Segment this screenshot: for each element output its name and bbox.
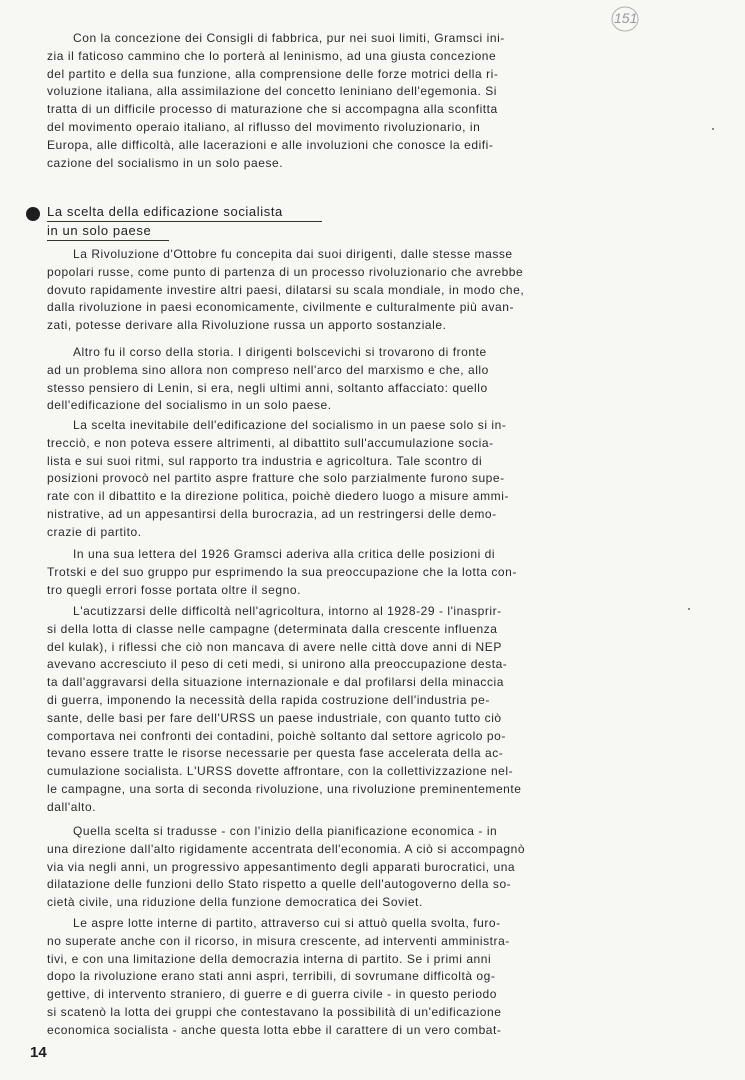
paragraph-october-revolution [47, 246, 683, 335]
paragraph-line: cumulazione socialista. L'URSS dovette affrontare, con la collettivizzazione nel- [47, 764, 514, 779]
paragraph-line: posizioni provocò nel partito aspre fratture che solo parzialmente furono supe- [47, 471, 505, 486]
paragraph-line: dilatazione delle funzioni dello Stato rispetto a quelle dell'autogoverno della so- [47, 877, 512, 892]
paragraph-line: nistrative, ad un appesantirsi della burocrazia, ad un restringersi delle demo- [47, 506, 497, 521]
paragraph-line: tivi, e con una limitazione della democrazia interna di partito. Se i primi anni [47, 951, 492, 966]
paragraph-line: cietà civile, una riduzione della funzione democratica dei Soviet. [47, 895, 423, 910]
paragraph-line: Altro fu il corso della storia. I dirigenti bolscevichi si trovarono di fronte [73, 345, 487, 359]
paragraph-line: tevano essere tratte le risorse necessarie per questa fase accelerata della ac- [47, 746, 504, 761]
paragraph-line: ta dall'aggravarsi della situazione internazionale e dal profilarsi della minaccia [47, 675, 504, 690]
section-heading [47, 203, 322, 241]
section-heading-line2: in un solo paese [47, 222, 169, 241]
paragraph-line: del kulak), i riflessi che ciò non mancava di avere nelle città dove anni di NEP [47, 639, 502, 654]
paragraph-party-struggles [47, 915, 683, 1040]
intro-paragraph [47, 30, 683, 172]
paragraph-line: In una sua lettera del 1926 Gramsci aderiva alla critica delle posizioni di [73, 547, 496, 561]
paragraph-line: tro quegli errori fosse portata oltre il segno. [47, 582, 301, 597]
paragraph-line: dopo la rivoluzione erano stati anni aspri, terribili, di sovrumane difficoltà og- [47, 969, 496, 984]
intro-line: Con la concezione dei Consigli di fabbrica, pur nei suoi limiti, Gramsci ini- [73, 31, 505, 45]
paragraph-line: Quella scelta si tradusse - con l'inizio della pianificazione economica - in [73, 824, 498, 838]
paragraph-line: Trotski e del suo gruppo pur esprimendo la sua preoccupazione che la lotta con- [47, 564, 517, 579]
paragraph-line: dell'edificazione del socialismo in un solo paese. [47, 398, 332, 413]
paragraph-course-of-history [47, 344, 683, 415]
paragraph-line: economica socialista - anche questa lotta ebbe il carattere di un vero combat- [47, 1022, 502, 1037]
paragraph-line: ad un problema sino allora non compreso nell'arco del marxismo e che, allo [47, 362, 489, 377]
paragraph-line: le campagne, una sorta di seconda rivoluzione, una rivoluzione preminentemente [47, 781, 522, 796]
intro-line: cazione del socialismo in un solo paese. [47, 155, 284, 170]
paragraph-inevitable-choice [47, 417, 683, 542]
paragraph-economic-planning [47, 823, 683, 912]
paragraph-line: L'acutizzarsi delle difficoltà nell'agricoltura, intorno al 1928-29 - l'inasprir- [73, 604, 502, 618]
paragraph-line: gettive, di intervento straniero, di guerre e di guerra civile - in questo periodo [47, 987, 497, 1002]
intro-line: tratta di un difficile processo di maturazione che si accompagna alla sconfitta [47, 102, 498, 117]
paragraph-line: no superate anche con il ricorso, in misura crescente, ad interventi amministra- [47, 933, 510, 948]
intro-line: del movimento operaio italiano, al riflusso del movimento rivoluzionario, in [47, 119, 481, 134]
section-heading-line1: La scelta della edificazione socialista [47, 203, 322, 222]
scan-speck [712, 128, 714, 130]
paragraph-line: La scelta inevitabile dell'edificazione del socialismo in un paese solo si in- [73, 418, 507, 432]
paragraph-line: Le aspre lotte interne di partito, attraverso cui si attuò quella svolta, furo- [73, 916, 501, 930]
page-stamp-number: 151 [614, 10, 638, 26]
scan-speck [688, 608, 690, 610]
paragraph-line: dall'alto. [47, 799, 97, 814]
intro-line: voluzione italiana, alla assimilazione del concetto leniniano dell'egemonia. Si [47, 84, 497, 99]
paragraph-line: zati, potesse derivare alla Rivoluzione russa un apporto sostanziale. [47, 318, 447, 333]
paragraph-line: si scatenò la lotta dei gruppi che contestavano la possibilità di un'edificazione [47, 1004, 502, 1019]
paragraph-line: crazie di partito. [47, 524, 142, 539]
intro-line: del partito e della sua funzione, alla comprensione delle forze motrici della ri- [47, 66, 499, 81]
bullet-icon [26, 207, 40, 221]
paragraph-line: sante, delle basi per fare dell'URSS un paese industriale, con quanto tutto ciò [47, 710, 502, 725]
paragraph-line: si della lotta di classe nelle campagne (determinata dalla crescente influenza [47, 621, 498, 636]
paragraph-line: avevano accresciuto il peso di ceti medi, si unirono alla preoccupazione desta- [47, 657, 508, 672]
page-number: 14 [30, 1044, 47, 1061]
paragraph-line: stesso pensiero di Lenin, si era, negli ultimi anni, soltanto affacciato: quello [47, 380, 488, 395]
paragraph-line: lista e sui suoi ritmi, sul rapporto tra industria e agricoltura. Tale scontro di [47, 453, 483, 468]
paragraph-agriculture-difficulties [47, 603, 683, 817]
paragraph-line: rate con il dibattito e la direzione politica, poichè diedero luogo a misure ammi- [47, 489, 509, 504]
paragraph-line: di guerra, imponendo la necessità della rapida costruzione dell'industria pe- [47, 692, 490, 707]
paragraph-line: popolari russe, come punto di partenza di un processo rivoluzionario che avrebbe [47, 264, 524, 279]
intro-line: zia il faticoso cammino che lo porterà al leninismo, ad una giusta concezione [47, 48, 497, 63]
paragraph-line: La Rivoluzione d'Ottobre fu concepita dai suoi dirigenti, dalle stesse masse [73, 247, 513, 261]
paragraph-line: dalla rivoluzione in paesi economicamente, civilmente e culturalmente più avan- [47, 300, 515, 315]
paragraph-line: trecciò, e non poteva essere altrimenti, al dibattito sull'accumulazione socia- [47, 435, 494, 450]
paragraph-gramsci-letter [47, 546, 683, 599]
paragraph-line: comportava nei confronti dei contadini, poichè soltanto dal settore agricolo po- [47, 728, 506, 743]
paragraph-line: dovuto rapidamente investire altri paesi, dilatarsi su scala mondiale, in modo che, [47, 282, 525, 297]
paragraph-line: via via negli anni, un progressivo appesantimento degli apparati burocratici, una [47, 859, 516, 874]
paragraph-line: una direzione dall'alto rigidamente accentrata dell'economia. A ciò si accompagnò [47, 841, 526, 856]
intro-line: Europa, alle difficoltà, alle lacerazioni e alle involuzioni che conosce la edifi- [47, 137, 494, 152]
